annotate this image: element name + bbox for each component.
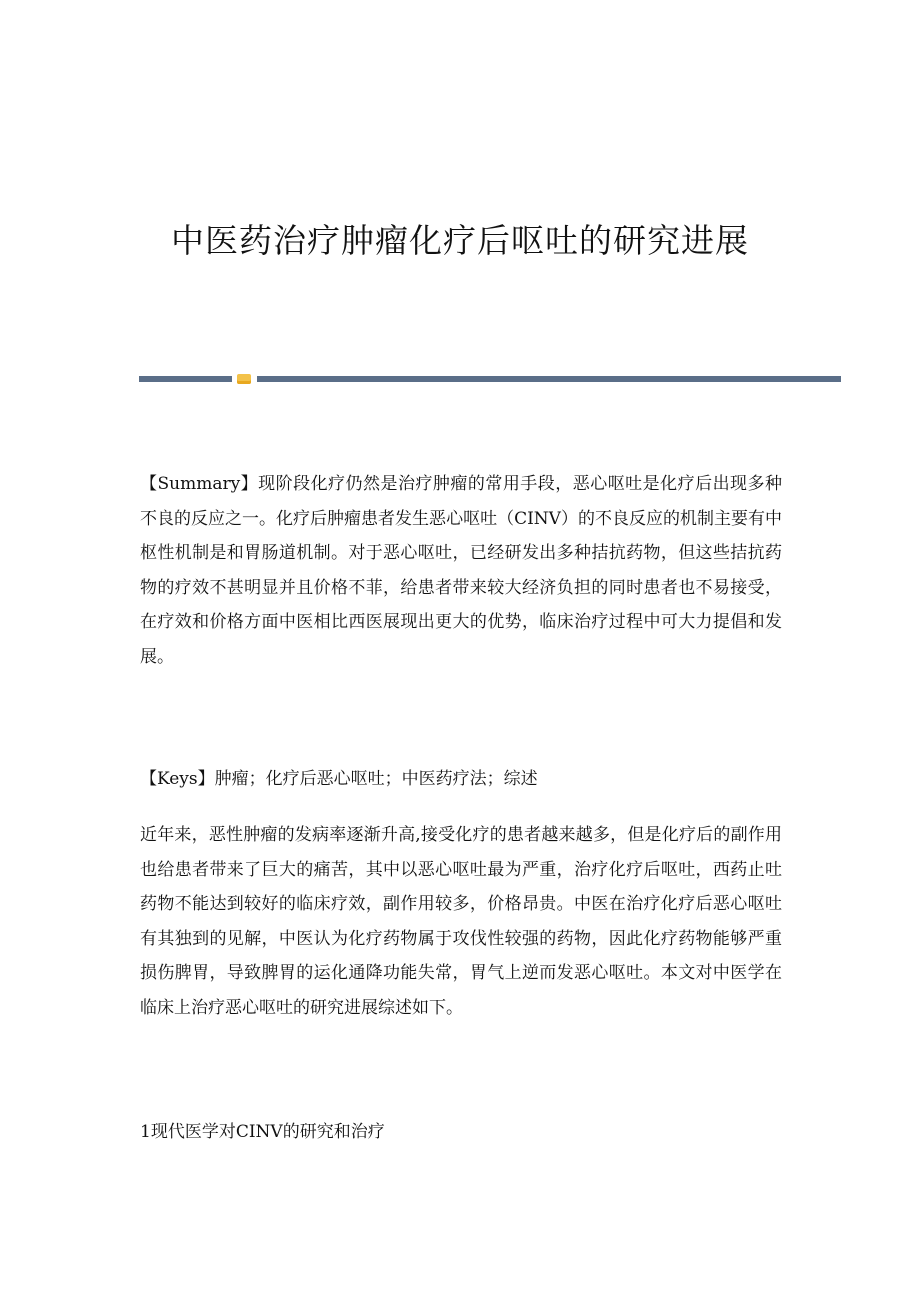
summary-paragraph xyxy=(140,467,782,674)
divider-left-bar xyxy=(139,376,232,382)
document-title: 中医药治疗肿瘤化疗后呕吐的研究进展 xyxy=(171,221,749,260)
intro-paragraph: 近年来，恶性肿瘤的发病率逐渐升高,接受化疗的患者越来越多，但是化疗后的副作用也给患者带来了巨大的痛苦，其中以恶心呕吐最为严重，治疗化疗后呕吐，西药止吐药物不能达到较好的临床疗效，副作用较多，价格昂贵。中医在治疗化疗后恶心呕吐有其独到的见解，中医认为化疗药物属于攻伐性较强的药物，因此化疗药物能够严重损伤脾胃，导致脾胃的运化通降功能失常，胃气上逆而发恶心呕吐。本文对中医学在临床上治疗恶心呕吐的研究进展综述如下。 xyxy=(140,825,782,1018)
summary-label: 【Summary】 xyxy=(140,474,259,494)
keywords-paragraph xyxy=(140,762,782,797)
keywords-text: 肿瘤；化疗后恶心呕吐；中医药疗法；综述 xyxy=(214,769,538,789)
divider-right-bar xyxy=(257,376,841,382)
title-divider xyxy=(139,374,841,384)
summary-text: 现阶段化疗仍然是治疗肿瘤的常用手段，恶心呕吐是化疗后出现多种不良的反应之一。化疗后肿瘤患者发生恶心呕吐（CINV）的不良反应的机制主要有中枢性机制是和胃肠道机制。对于恶心呕吐，已经研发出多种拮抗药物，但这些拮抗药物的疗效不甚明显并且价格不菲，给患者带来较大经济负担的同时患者也不易接受，在疗效和价格方面中医相比西医展现出更大的优势，临床治疗过程中可大力提倡和发展。 xyxy=(140,474,783,667)
section-heading: 1现代医学对CINV的研究和治疗 xyxy=(140,1122,385,1142)
divider-ornament-icon xyxy=(237,374,251,384)
keywords-label: 【Keys】 xyxy=(140,769,215,789)
